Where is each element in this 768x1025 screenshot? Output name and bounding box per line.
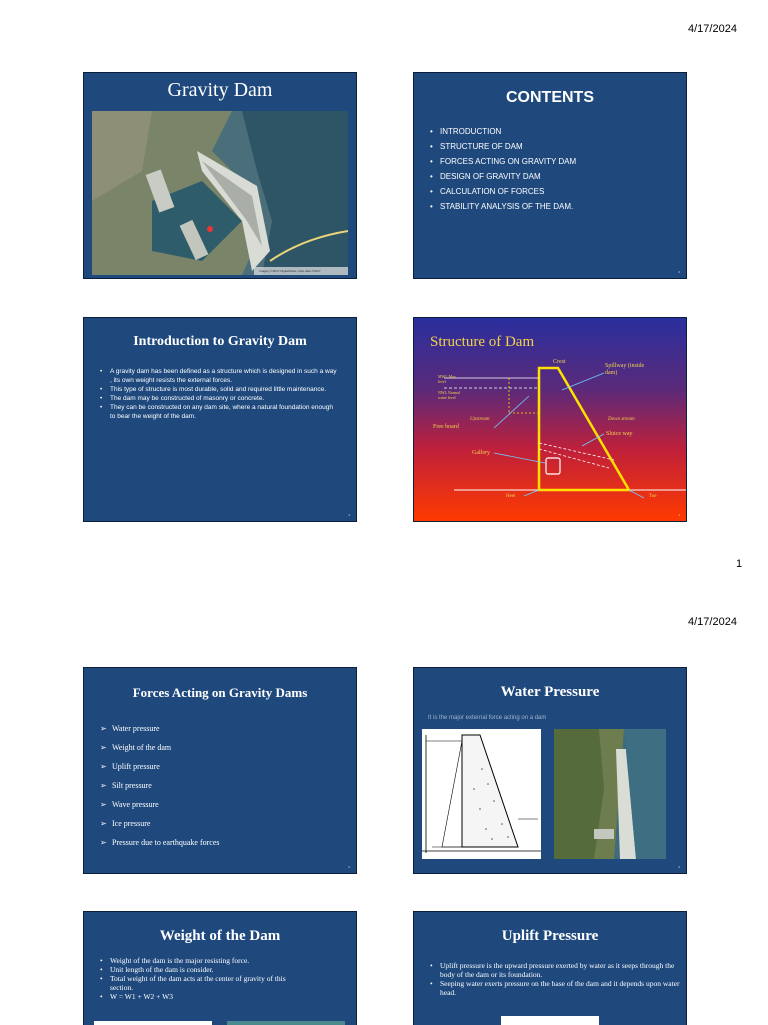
slide-introduction[interactable] (83, 317, 357, 522)
slide-number: 3 (348, 513, 350, 517)
weight-diagram-image (94, 1021, 212, 1025)
list-item: • W = W1 + W2 + W3 (100, 992, 310, 1001)
forces-list (100, 719, 340, 852)
water-pressure-diagram (422, 729, 541, 859)
list-item: • Total weight of the dam acts at the center of gravity of this section. (100, 974, 310, 992)
list-item: ➢ Wave pressure (100, 795, 340, 814)
freeboard-label: Free board (433, 424, 459, 430)
slide-gravity-dam[interactable] (83, 72, 357, 279)
list-item: • DESIGN OF GRAVITY DAM (430, 169, 680, 184)
list-item: • CALCULATION OF FORCES (430, 184, 680, 199)
list-item: • Seeping water exerts pressure on the base of the dam and it depends upon water head. (430, 979, 680, 997)
slide-title: Gravity Dam (167, 79, 273, 101)
slide-number: 5 (348, 865, 350, 869)
heel-label: Heel (506, 494, 516, 499)
nwl-label: NWL Normal water level (438, 390, 461, 400)
slide-title: Uplift Pressure (501, 928, 599, 944)
slide-text: It is the major external force acting on a dam (428, 715, 547, 721)
slide-number: 4 (678, 513, 680, 517)
slide-title: Weight of the Dam (159, 928, 281, 944)
slide-title: Water Pressure (500, 684, 600, 700)
slide-title: CONTENTS (506, 89, 594, 106)
slide-water-pressure[interactable] (413, 667, 687, 874)
sluice-way-label: Sluice way (606, 431, 633, 437)
list-item: • INTRODUCTION (430, 124, 680, 139)
list-item: • STABILITY ANALYSIS OF THE DAM. (430, 199, 680, 214)
dam-cross-section-diagram (414, 318, 686, 521)
slide-forces-acting[interactable] (83, 667, 357, 874)
list-item: • FORCES ACTING ON GRAVITY DAM (430, 154, 680, 169)
contents-list (430, 124, 680, 214)
list-item: ➢ Uplift pressure (100, 757, 340, 776)
slide-title: Forces Acting on Gravity Dams (132, 685, 308, 700)
list-item: • Unit length of the dam is consider. (100, 965, 310, 974)
list-item: ➢ Weight of the dam (100, 738, 340, 757)
uplift-list (430, 961, 680, 997)
slide-contents[interactable] (413, 72, 687, 279)
list-item: • The dam may be constructed of masonry or concrete. (100, 394, 340, 403)
spillway-label: Spillway (inside dam) (605, 363, 645, 376)
slide-uplift-pressure[interactable] (413, 911, 687, 1025)
mwl-label: MWL Max. level (438, 374, 457, 384)
list-item: • STRUCTURE OF DAM (430, 139, 680, 154)
downstream-label: Down stream (608, 417, 635, 422)
dam-aerial-photo (554, 729, 666, 859)
list-item: • This type of structure is most durable, solid and required little maintenance. (100, 385, 340, 394)
toe-label: Toe (649, 494, 657, 499)
slide-number: 2 (678, 270, 680, 274)
list-item: ➢ Water pressure (100, 719, 340, 738)
list-item: • Weight of the dam is the major resisting force. (100, 956, 310, 965)
page1-number: 1 (736, 558, 743, 570)
intro-list (100, 367, 340, 421)
weight-photo-image (227, 1021, 345, 1025)
list-item: • Uplift pressure is the upward pressure exerted by water as it seeps through the body of the dam or its foundation. (430, 961, 680, 979)
list-item: ➢ Pressure due to earthquake forces (100, 833, 340, 852)
slide-title: Introduction to Gravity Dam (133, 334, 307, 349)
page1-date: 4/17/2024 (688, 23, 737, 35)
slide-number: 6 (678, 865, 680, 869)
slide-weight-of-dam[interactable] (83, 911, 357, 1025)
list-item: ➢ Silt pressure (100, 776, 340, 795)
gallery-label: Gallery (472, 450, 490, 456)
list-item: • They can be constructed on any dam site, where a natural foundation enough to bear the weight of the dam. (100, 403, 340, 421)
weight-list (100, 956, 310, 1001)
aerial-dam-photo (92, 111, 348, 275)
crest-label: Crest (553, 359, 566, 365)
slide-structure-of-dam[interactable] (413, 317, 687, 522)
page2-date: 4/17/2024 (688, 616, 737, 628)
image-credit: Imagery ©2017 DigitalGlobe, Map data ©2017 (259, 269, 321, 273)
slide-title: Structure of Dam (430, 334, 535, 350)
list-item: ➢ Ice pressure (100, 814, 340, 833)
list-item: • A gravity dam has been defined as a structure which is designed in such a way , its own weight resists the external forces. (100, 367, 340, 385)
upstream-label: Upstream (470, 417, 490, 422)
